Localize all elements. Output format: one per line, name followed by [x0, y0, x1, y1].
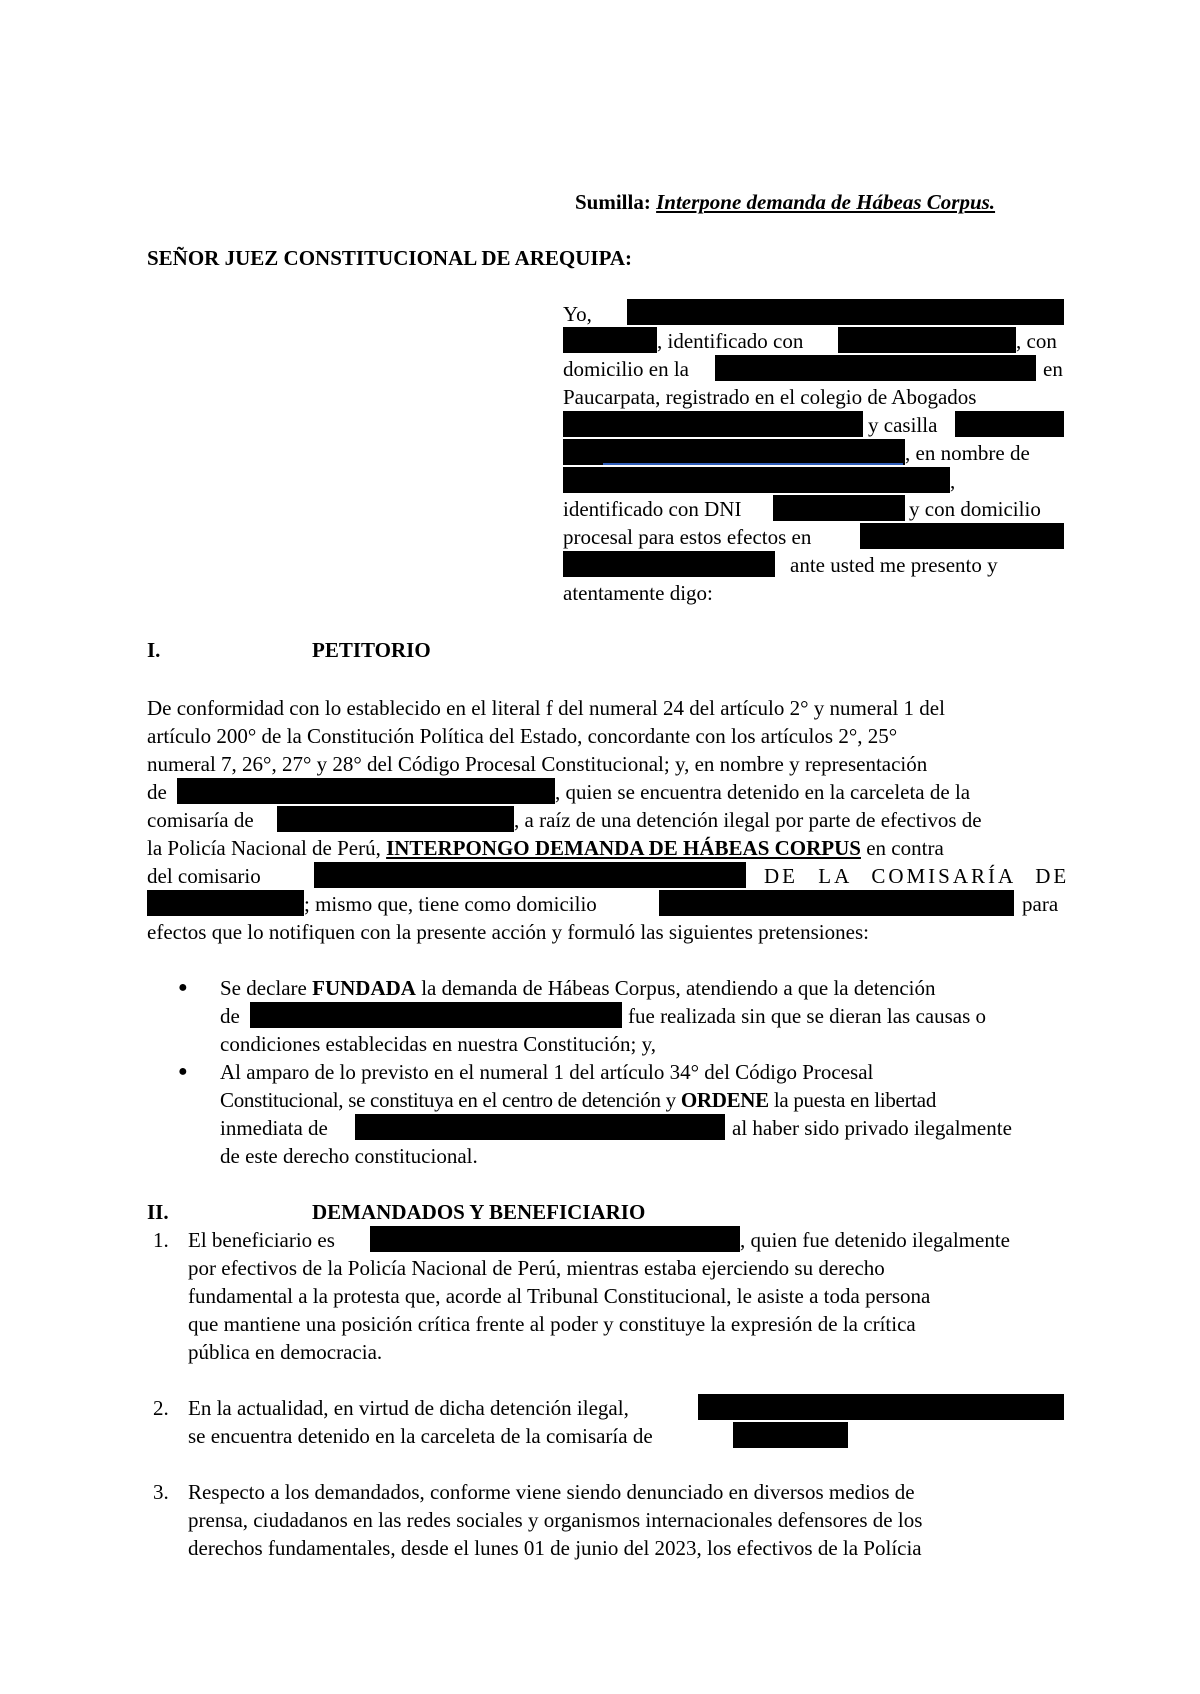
item-2-number: 2. — [153, 1396, 169, 1420]
intro-yo: Yo, — [563, 302, 592, 326]
petitorio-p2: artículo 200° de la Constitución Política del Estado, concordante con los artículos 2°, 25° — [147, 724, 898, 748]
intro-line-1 — [563, 300, 592, 328]
bullet-1-l2a: de — [220, 1004, 240, 1028]
item-2-l2: se encuentra detenido en la carceleta de la comisaría de — [188, 1424, 653, 1448]
redaction-name — [627, 299, 1064, 325]
bullet-2-l4: de este derecho constitucional. — [220, 1144, 478, 1168]
redaction-b2 — [355, 1114, 725, 1140]
del-comisario: del comisario — [147, 864, 261, 888]
item-3-l3: derechos fundamentales, desde el lunes 01 de junio del 2023, los efectivos de la Polícia — [188, 1536, 922, 1560]
intro-en-nombre — [905, 439, 1065, 467]
petitorio-p6c: en contra — [866, 836, 944, 860]
intro-en: en — [1043, 357, 1063, 381]
redaction-item1 — [370, 1226, 740, 1252]
sumilla-text: Interpone demanda de Hábeas Corpus. — [656, 190, 996, 214]
intro-domicilio: domicilio en la — [563, 357, 689, 381]
intro-comma: , — [950, 469, 956, 493]
b1-c: la demanda de Hábeas Corpus, atendiendo a que la detención — [421, 976, 936, 1000]
intro-dni: identificado con DNI — [563, 497, 742, 521]
bullet-2-l1: Al amparo de lo previsto en el numeral 1 del artículo 34° del Código Procesal — [220, 1060, 874, 1084]
intro-line-4 — [563, 383, 1065, 411]
redaction-p7 — [314, 862, 746, 888]
bullet-2-dot: ● — [178, 1063, 188, 1080]
petitorio-p7b: DE LA COMISARÍA DE — [764, 864, 1070, 888]
petitorio-p5a: comisaría de — [147, 808, 254, 832]
redaction-b1 — [250, 1002, 622, 1028]
bullet-2-l3b: al haber sido privado ilegalmente — [732, 1116, 1012, 1140]
bullet-2-l3a: inmediata de — [220, 1116, 328, 1140]
intro-con: , con — [1016, 329, 1057, 353]
section-2-title: DEMANDADOS Y BENEFICIARIO — [312, 1200, 646, 1224]
petitorio-p1: De conformidad con lo establecido en el literal f del numeral 24 del artículo 2° y numeral 1 del — [147, 696, 945, 720]
petitorio-p4b: , quien se encuentra detenido en la carceleta de la — [555, 780, 971, 804]
item-3-l2: prensa, ciudadanos en las redes sociales y organismos internacionales defensores de los — [188, 1508, 923, 1532]
intro-casilla: y casilla — [868, 413, 938, 437]
b1-a: Se declare — [220, 976, 307, 1000]
item-1-l3: fundamental a la protesta que, acorde al Tribunal Constitucional, le asiste a toda persona — [188, 1284, 931, 1308]
petitorio-p8b: para — [1022, 892, 1059, 916]
redaction-procesal — [860, 523, 1064, 549]
redaction-bar-number — [563, 411, 863, 437]
ante-usted: ante usted me presento y — [790, 553, 998, 577]
intro-paucarpata: Paucarpata, registrado en el colegio de Abogados — [563, 385, 977, 409]
email-link-underline — [603, 463, 903, 465]
intro-y-con-domicilio: y con domicilio — [909, 497, 1041, 521]
bullet-1-l2b: fue realizada sin que se dieran las causas o — [628, 1004, 987, 1028]
sumilla-label: Sumilla: — [575, 190, 651, 214]
redaction-p4 — [177, 778, 555, 804]
intro-line-2 — [563, 327, 803, 355]
item-2-l1: En la actualidad, en virtud de dicha detención ilegal, — [188, 1396, 629, 1420]
section-1-number: I. — [147, 638, 161, 662]
petitorio-p6a: la Policía Nacional de Perú, — [147, 836, 381, 860]
petitorio-p6 — [147, 834, 944, 862]
b2-c: la puesta en libertad — [773, 1088, 937, 1112]
intro-ante-usted — [790, 551, 1065, 579]
section-2-number: II. — [147, 1200, 169, 1224]
petitorio-p6b: INTERPONGO DEMANDA DE HÁBEAS CORPUS — [386, 836, 861, 860]
bullet-2-l2 — [220, 1086, 936, 1114]
en-nombre-de: , en nombre de — [905, 441, 1030, 465]
b1-fundada: FUNDADA — [312, 976, 416, 1000]
bullet-1-l3: condiciones establecidas en nuestra Constitución; y, — [220, 1032, 657, 1056]
petitorio-p5b: , a raíz de una detención ilegal por parte de efectivos de — [514, 808, 982, 832]
sumilla — [575, 188, 995, 216]
bullet-1-dot: ● — [178, 979, 188, 996]
addressee: SEÑOR JUEZ CONSTITUCIONAL DE AREQUIPA: — [147, 246, 633, 270]
redaction-item2b — [733, 1422, 848, 1448]
b2-ordene: ORDENE — [680, 1088, 769, 1112]
redaction-procesal-2 — [563, 551, 775, 577]
b2-a: Constitucional, se constituya en el centro de detención y — [220, 1088, 676, 1112]
identificado-con: , identificado con — [657, 329, 804, 353]
petitorio-p4a: de — [147, 780, 167, 804]
redaction-address — [715, 355, 1036, 381]
item-1-l1b: , quien fue detenido ilegalmente — [740, 1228, 1010, 1252]
petitorio-p9: efectos que lo notifiquen con la presente acción y formuló las siguientes pretensiones: — [147, 920, 869, 944]
redaction-item2a — [698, 1394, 1064, 1420]
redaction-id — [838, 327, 1016, 353]
bullet-1-l1 — [220, 974, 936, 1002]
section-1-title: PETITORIO — [312, 638, 431, 662]
item-1-l1a: El beneficiario es — [188, 1228, 335, 1252]
petitorio-p7a — [147, 862, 295, 890]
item-3-number: 3. — [153, 1480, 169, 1504]
item-1-l2: por efectivos de la Policía Nacional de Perú, mientras estaba ejerciendo su derecho — [188, 1256, 885, 1280]
redaction — [563, 327, 657, 353]
redaction-p5 — [277, 806, 514, 832]
petitorio-p8a: ; mismo que, tiene como domicilio — [304, 892, 597, 916]
redaction-dni — [773, 495, 905, 521]
item-3-l1: Respecto a los demandados, conforme viene siendo denunciado en diversos medios de — [188, 1480, 915, 1504]
item-1-l4: que mantiene una posición crítica frente al poder y constituye la expresión de la crítica — [188, 1312, 916, 1336]
redaction-p8b — [659, 890, 1014, 916]
redaction-beneficiary — [563, 467, 950, 493]
item-1-l5: pública en democracia. — [188, 1340, 383, 1364]
redaction-email — [563, 439, 905, 465]
intro-atentamente: atentamente digo: — [563, 581, 713, 605]
petitorio-p3: numeral 7, 26°, 27° y 28° del Código Procesal Constitucional; y, en nombre y representación — [147, 752, 928, 776]
redaction-p8a — [147, 890, 304, 916]
redaction-casilla — [955, 411, 1064, 437]
intro-procesal: procesal para estos efectos en — [563, 525, 812, 549]
item-1-number: 1. — [153, 1228, 169, 1252]
